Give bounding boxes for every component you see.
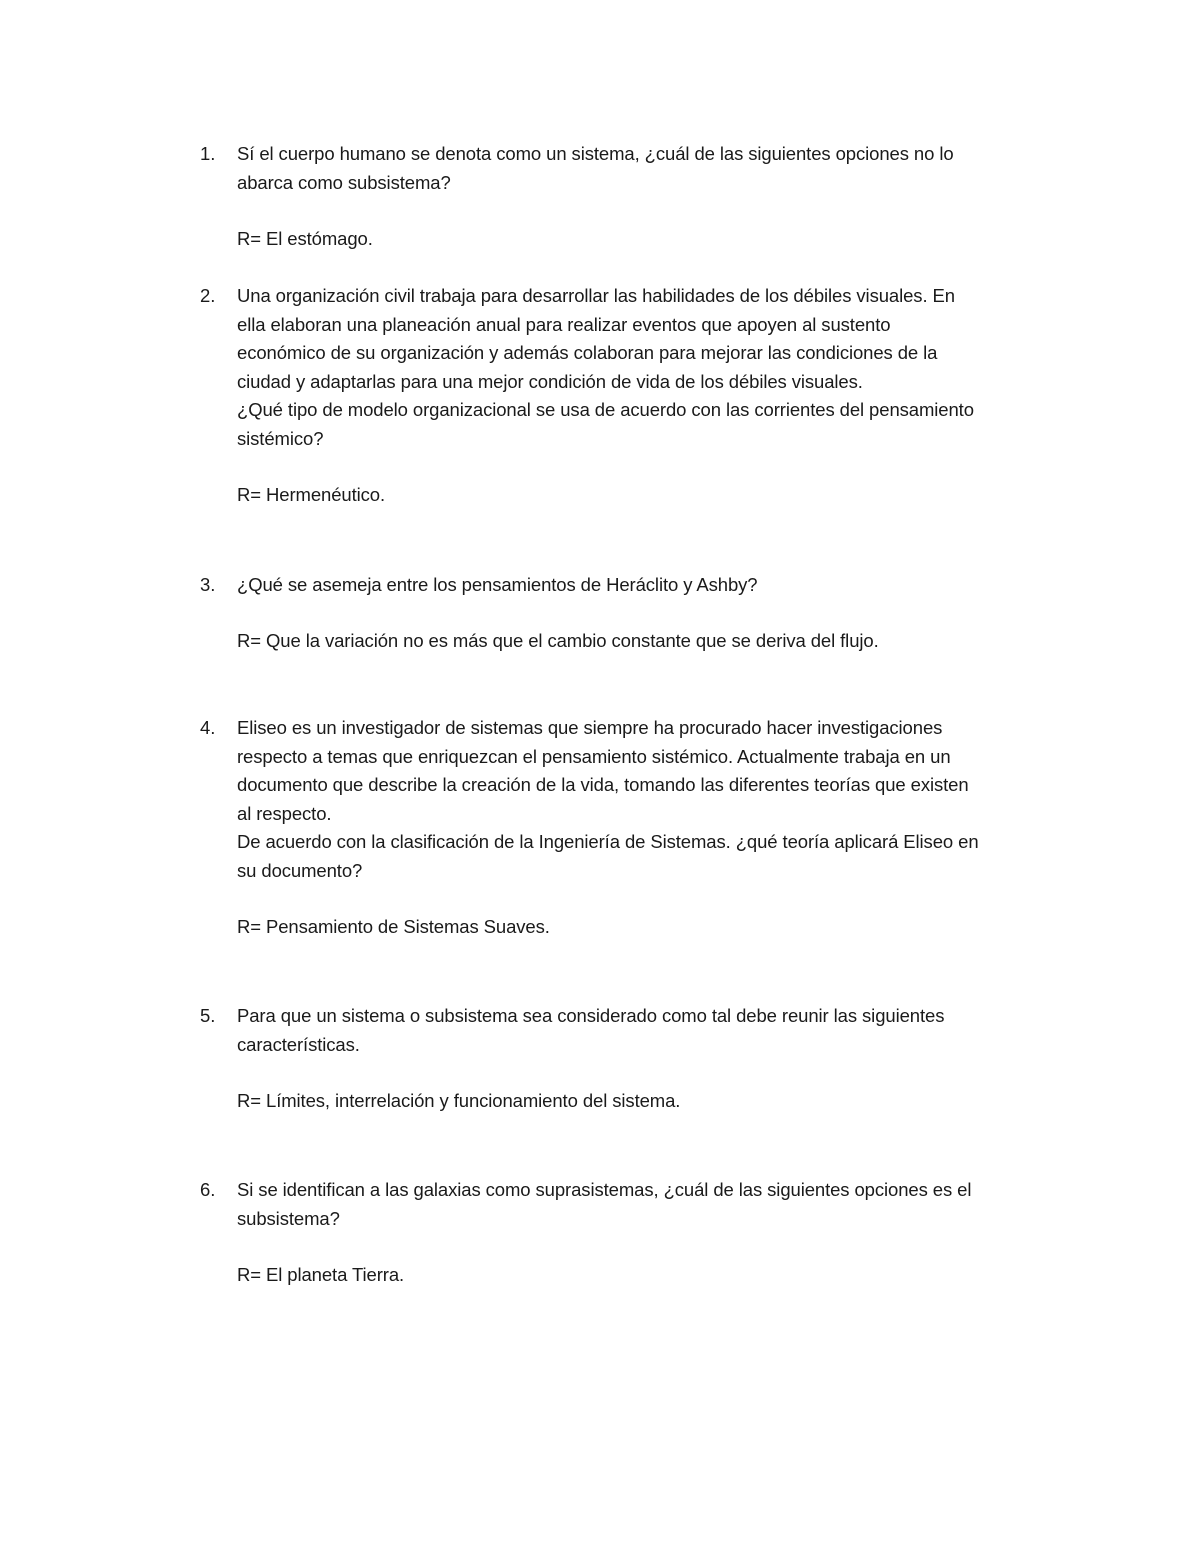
answer-text: R= Hermenéutico. xyxy=(237,484,386,505)
question-text: Una organización civil trabaja para desarrollar las habilidades de los débiles visuales. En ella elaboran una planeación anual para realizar eventos que apoyen al sustento económico de su organización y además colaboran para mejorar las condiciones de la ciudad y adaptarlas para una mejor condición de vida de los débiles visuales. ¿Qué tipo de modelo organizacional se usa de acuerdo con las corrientes del pensamiento sistémico? xyxy=(237,285,974,449)
question-text: ¿Qué se asemeja entre los pensamientos de Heráclito y Ashby? xyxy=(237,574,758,595)
question-text: Si se identifican a las galaxias como suprasistemas, ¿cuál de las siguientes opciones es el subsistema? xyxy=(237,1179,972,1229)
answer-text: R= El planeta Tierra. xyxy=(237,1264,405,1285)
question-text: Eliseo es un investigador de sistemas que siempre ha procurado hacer investigaciones respecto a temas que enriquezcan el pensamiento sistémico. Actualmente trabaja en un documento que describe la creación de la vida, tomando las diferentes teorías que existen al respecto. De acuerdo con la clasificación de la Ingeniería de Sistemas. ¿qué teoría aplicará Eliseo en su documento? xyxy=(237,717,979,881)
answer-text: R= Que la variación no es más que el cambio constante que se deriva del flujo. xyxy=(237,630,879,651)
question-number: 5. xyxy=(200,1005,216,1026)
question-number: 2. xyxy=(200,285,216,306)
question-number: 1. xyxy=(200,143,216,164)
question-number: 3. xyxy=(200,574,216,595)
question-number: 4. xyxy=(200,717,216,738)
answer-text: R= Pensamiento de Sistemas Suaves. xyxy=(237,916,550,937)
question-number: 6. xyxy=(200,1179,216,1200)
answer-text: R= Límites, interrelación y funcionamiento del sistema. xyxy=(237,1090,681,1111)
question-text: Para que un sistema o subsistema sea considerado como tal debe reunir las siguientes características. xyxy=(237,1005,945,1055)
answer-text: R= El estómago. xyxy=(237,228,373,249)
question-text: Sí el cuerpo humano se denota como un sistema, ¿cuál de las siguientes opciones no lo abarca como subsistema? xyxy=(237,143,954,193)
